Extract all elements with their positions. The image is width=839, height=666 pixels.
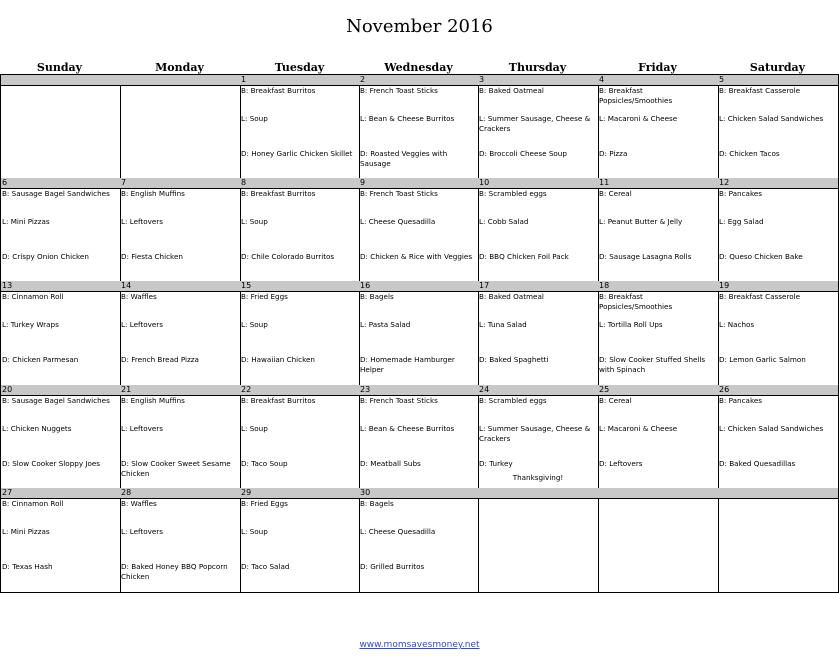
day-number: 25 [598, 385, 718, 396]
dinner-entry: D: Grilled Burritos [360, 562, 425, 571]
calendar-day-cell [598, 488, 719, 593]
day-number: 22 [240, 385, 359, 396]
calendar-day-cell [359, 281, 479, 386]
breakfast-entry: B: Pancakes [719, 189, 763, 198]
dinner-entry: D: BBQ Chicken Foil Pack [479, 252, 569, 261]
lunch-entry: L: Soup [241, 527, 268, 536]
calendar-grid [0, 74, 839, 593]
weekday-header-row [0, 61, 839, 75]
breakfast-entry: B: Fried Eggs [241, 292, 288, 301]
day-number: 26 [718, 385, 838, 396]
dinner-entry: D: Slow Cooker Sloppy Joes [2, 459, 101, 468]
breakfast-entry: B: Pancakes [719, 396, 763, 405]
day-number: 30 [359, 488, 478, 499]
day-number: 29 [240, 488, 359, 499]
dinner-entry: D: Homemade Hamburger Helper [360, 355, 455, 374]
day-number: 4 [598, 75, 718, 86]
lunch-entry: L: Egg Salad [719, 217, 764, 226]
calendar-day-cell [359, 385, 479, 489]
day-number: 13 [1, 281, 120, 292]
dinner-entry: D: Leftovers [599, 459, 643, 468]
calendar-day-cell [598, 281, 719, 386]
dinner-entry: D: Chicken Tacos [719, 149, 780, 158]
calendar-day-cell [120, 178, 241, 282]
breakfast-entry: B: Baked Oatmeal [479, 292, 544, 301]
breakfast-entry: B: Breakfast Popsicles/Smoothies [599, 292, 673, 311]
breakfast-entry: B: French Toast Sticks [360, 396, 438, 405]
lunch-entry: L: Cheese Quesadilla [360, 527, 436, 536]
lunch-entry: L: Macaroni & Cheese [599, 114, 678, 123]
dinner-entry: D: Pizza [599, 149, 628, 158]
lunch-entry: L: Soup [241, 114, 268, 123]
breakfast-entry: B: Sausage Bagel Sandwiches [2, 189, 110, 198]
holiday-note: Thanksgiving! [512, 473, 564, 482]
lunch-entry: L: Cheese Quesadilla [360, 217, 436, 226]
lunch-entry: L: Leftovers [121, 217, 164, 226]
calendar-day-cell [478, 488, 599, 593]
lunch-entry: L: Cobb Salad [479, 217, 529, 226]
breakfast-entry: B: Cinnamon Roll [2, 499, 64, 508]
calendar-day-cell [359, 178, 479, 282]
breakfast-entry: B: Waffles [121, 292, 157, 301]
lunch-entry: L: Macaroni & Cheese [599, 424, 678, 433]
calendar-day-cell [0, 488, 121, 593]
calendar-day-cell [718, 281, 839, 386]
day-number: 24 [478, 385, 598, 396]
calendar-title: November 2016 [346, 16, 493, 37]
weekday-tuesday: Tuesday [274, 61, 325, 74]
breakfast-entry: B: Breakfast Burritos [241, 396, 316, 405]
calendar-day-cell [478, 385, 599, 489]
weekday-wednesday: Wednesday [384, 61, 453, 74]
dinner-entry: D: Queso Chicken Bake [719, 252, 803, 261]
weekday-thursday: Thursday [508, 61, 567, 74]
day-number: 10 [478, 178, 598, 189]
lunch-entry: L: Bean & Cheese Burritos [360, 114, 455, 123]
breakfast-entry: B: French Toast Sticks [360, 86, 438, 95]
lunch-entry: L: Mini Pizzas [2, 217, 50, 226]
lunch-entry: L: Tortilla Roll Ups [599, 320, 663, 329]
lunch-entry: L: Soup [241, 424, 268, 433]
dinner-entry: D: Turkey [479, 459, 513, 468]
calendar-day-cell [359, 488, 479, 593]
calendar-day-cell [120, 488, 241, 593]
breakfast-entry: B: Waffles [121, 499, 157, 508]
dinner-entry: D: Roasted Veggies with Sausage [360, 149, 448, 168]
day-number: 28 [120, 488, 240, 499]
dinner-entry: D: Chicken Parmesan [2, 355, 79, 364]
day-number: 18 [598, 281, 718, 292]
breakfast-entry: B: Scrambled eggs [479, 396, 547, 405]
calendar-day-cell [120, 281, 241, 386]
dinner-entry: D: Baked Quesadillas [719, 459, 796, 468]
dinner-entry: D: Meatball Subs [360, 459, 421, 468]
calendar-day-cell [240, 74, 360, 179]
day-number: 6 [1, 178, 120, 189]
calendar-day-cell [598, 74, 719, 179]
calendar-day-cell [240, 178, 360, 282]
dinner-entry: D: Sausage Lasagna Rolls [599, 252, 692, 261]
lunch-entry: L: Soup [241, 217, 268, 226]
lunch-entry: L: Leftovers [121, 320, 164, 329]
lunch-entry: L: Turkey Wraps [2, 320, 59, 329]
day-number: 14 [120, 281, 240, 292]
calendar-day-cell [240, 488, 360, 593]
breakfast-entry: B: Fried Eggs [241, 499, 288, 508]
dinner-entry: D: Honey Garlic Chicken Skillet [241, 149, 353, 158]
calendar-day-cell [0, 281, 121, 386]
breakfast-entry: B: Bagels [360, 499, 394, 508]
day-number [1, 75, 120, 86]
dinner-entry: D: Crispy Onion Chicken [2, 252, 89, 261]
dinner-entry: D: Lemon Garlic Salmon [719, 355, 806, 364]
day-number: 17 [478, 281, 598, 292]
dinner-entry: D: Slow Cooker Sweet Sesame Chicken [121, 459, 231, 478]
dinner-entry: D: Texas Hash [2, 562, 53, 571]
breakfast-entry: B: English Muffins [121, 396, 185, 405]
dinner-entry: D: Chicken & Rice with Veggies [360, 252, 473, 261]
day-number: 7 [120, 178, 240, 189]
breakfast-entry: B: Breakfast Popsicles/Smoothies [599, 86, 673, 105]
day-number: 23 [359, 385, 478, 396]
day-number: 3 [478, 75, 598, 86]
calendar-day-cell [0, 74, 121, 179]
day-number: 8 [240, 178, 359, 189]
dinner-entry: D: Baked Honey BBQ Popcorn Chicken [121, 562, 228, 581]
calendar-day-cell [718, 385, 839, 489]
lunch-entry: L: Soup [241, 320, 268, 329]
lunch-entry: L: Summer Sausage, Cheese & Crackers [479, 424, 591, 443]
day-number: 15 [240, 281, 359, 292]
weekday-sunday: Sunday [36, 61, 83, 74]
day-number: 5 [718, 75, 838, 86]
calendar-day-cell [718, 74, 839, 179]
lunch-entry: L: Mini Pizzas [2, 527, 50, 536]
day-number: 2 [359, 75, 478, 86]
calendar-day-cell [0, 385, 121, 489]
day-number [120, 75, 240, 86]
calendar-day-cell [240, 281, 360, 386]
dinner-entry: D: Slow Cooker Stuffed Shells with Spinach [599, 355, 706, 374]
day-number: 1 [240, 75, 359, 86]
day-number: 21 [120, 385, 240, 396]
dinner-entry: D: Fiesta Chicken [121, 252, 183, 261]
footer-link[interactable]: www.momsavesmoney.net [359, 640, 480, 650]
breakfast-entry: B: Breakfast Burritos [241, 86, 316, 95]
dinner-entry: D: Hawaiian Chicken [241, 355, 315, 364]
lunch-entry: L: Bean & Cheese Burritos [360, 424, 455, 433]
breakfast-entry: B: Cinnamon Roll [2, 292, 64, 301]
calendar-day-cell [478, 74, 599, 179]
day-number: 19 [718, 281, 838, 292]
lunch-entry: L: Tuna Salad [479, 320, 527, 329]
lunch-entry: L: Peanut Butter & Jelly [599, 217, 683, 226]
lunch-entry: L: Summer Sausage, Cheese & Crackers [479, 114, 591, 133]
lunch-entry: L: Nachos [719, 320, 755, 329]
breakfast-entry: B: Breakfast Casserole [719, 86, 801, 95]
day-number: 20 [1, 385, 120, 396]
dinner-entry: D: Taco Salad [241, 562, 290, 571]
weekday-friday: Friday [638, 61, 677, 74]
day-number: 9 [359, 178, 478, 189]
day-number: 11 [598, 178, 718, 189]
lunch-entry: L: Chicken Nuggets [2, 424, 72, 433]
lunch-entry: L: Leftovers [121, 424, 164, 433]
dinner-entry: D: Chile Colorado Burritos [241, 252, 335, 261]
day-number: 12 [718, 178, 838, 189]
calendar-day-cell [120, 385, 241, 489]
calendar-day-cell [359, 74, 479, 179]
day-number: 16 [359, 281, 478, 292]
calendar-day-cell [718, 488, 839, 593]
calendar-day-cell [478, 281, 599, 386]
day-number: 27 [1, 488, 120, 499]
calendar-day-cell [718, 178, 839, 282]
breakfast-entry: B: Cereal [599, 396, 632, 405]
lunch-entry: L: Chicken Salad Sandwiches [719, 114, 824, 123]
dinner-entry: D: French Bread Pizza [121, 355, 199, 364]
calendar-day-cell [0, 178, 121, 282]
weekday-monday: Monday [155, 61, 204, 74]
day-number [478, 488, 598, 499]
day-number [598, 488, 718, 499]
lunch-entry: L: Pasta Salad [360, 320, 411, 329]
breakfast-entry: B: Cereal [599, 189, 632, 198]
lunch-entry: L: Chicken Salad Sandwiches [719, 424, 824, 433]
breakfast-entry: B: Breakfast Burritos [241, 189, 316, 198]
breakfast-entry: B: Breakfast Casserole [719, 292, 801, 301]
dinner-entry: D: Broccoli Cheese Soup [479, 149, 567, 158]
calendar-day-cell [120, 74, 241, 179]
breakfast-entry: B: Scrambled eggs [479, 189, 547, 198]
breakfast-entry: B: Sausage Bagel Sandwiches [2, 396, 110, 405]
breakfast-entry: B: French Toast Sticks [360, 189, 438, 198]
day-number [718, 488, 838, 499]
dinner-entry: D: Baked Spaghetti [479, 355, 549, 364]
lunch-entry: L: Leftovers [121, 527, 164, 536]
calendar-day-cell [598, 385, 719, 489]
breakfast-entry: B: Baked Oatmeal [479, 86, 544, 95]
calendar-day-cell [598, 178, 719, 282]
breakfast-entry: B: Bagels [360, 292, 394, 301]
calendar-day-cell [478, 178, 599, 282]
calendar-day-cell [240, 385, 360, 489]
weekday-saturday: Saturday [749, 61, 806, 74]
dinner-entry: D: Taco Soup [241, 459, 288, 468]
breakfast-entry: B: English Muffins [121, 189, 185, 198]
